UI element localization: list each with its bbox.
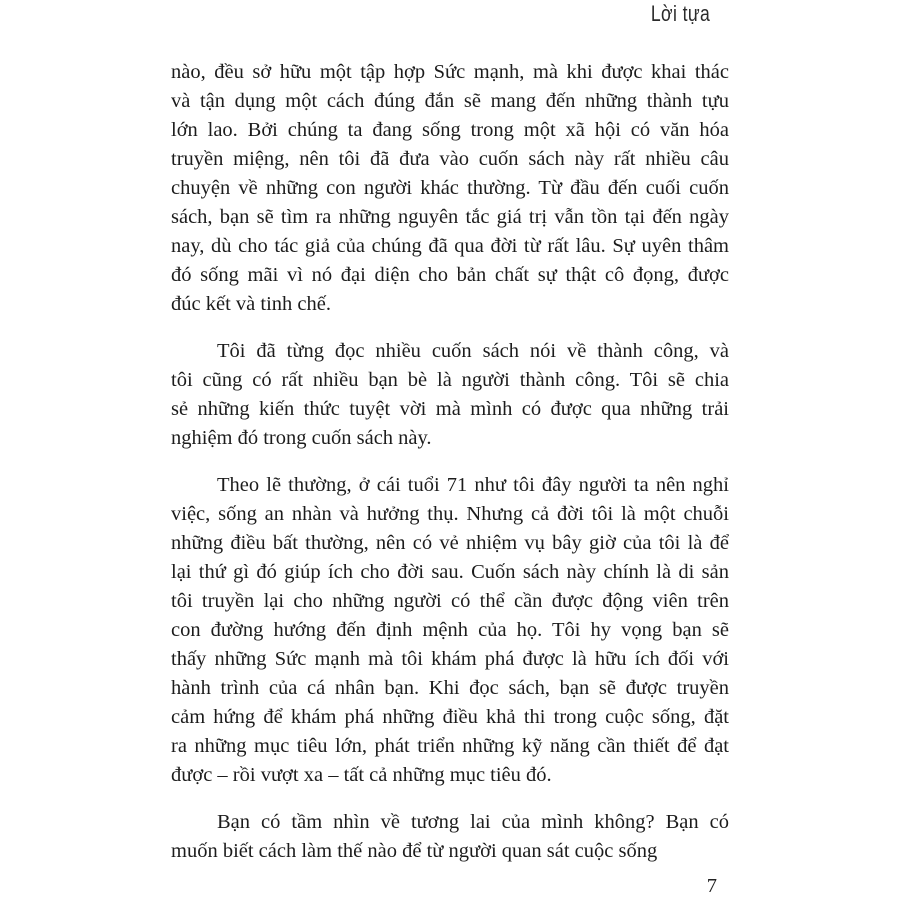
text-line: những điều bất thường, nên có vẻ nhiệm vụ bây giờ của tôi là để bbox=[171, 532, 729, 554]
text-line: con đường hướng đến định mệnh của họ. Tôi hy vọng bạn sẽ bbox=[171, 619, 729, 641]
text-line: truyền miệng, nên tôi đã đưa vào cuốn sách này rất nhiều câu bbox=[171, 148, 729, 170]
text-line: muốn biết cách làm thế nào để từ người quan sát cuộc sống bbox=[171, 840, 658, 862]
text-line: tôi truyền lại cho những người có thể cần được động viên trên bbox=[171, 590, 729, 612]
text-line: chuyện về những con người khác thường. Từ đầu đến cuối cuốn bbox=[171, 177, 729, 199]
text-line: cảm hứng để khám phá những điều khả thi trong cuộc sống, đặt bbox=[171, 706, 729, 728]
text-line: đó sống mãi vì nó đại diện cho bản chất sự thật cô đọng, được bbox=[171, 264, 729, 286]
running-header: Lời tựa bbox=[650, 1, 710, 26]
paragraph-2 bbox=[171, 337, 729, 453]
text-line: nay, dù cho tác giả của chúng đã qua đời từ rất lâu. Sự uyên thâm bbox=[171, 235, 729, 257]
paragraph-1 bbox=[171, 58, 729, 319]
text-line: được – rồi vượt xa – tất cả những mục tiêu đó. bbox=[171, 764, 552, 786]
page-number: 7 bbox=[706, 875, 717, 897]
paragraph-3 bbox=[171, 471, 729, 790]
text-line: lớn lao. Bởi chúng ta đang sống trong một xã hội có văn hóa bbox=[171, 119, 729, 141]
text-line: và tận dụng một cách đúng đắn sẽ mang đến những thành tựu bbox=[171, 90, 729, 112]
text-line: nào, đều sở hữu một tập hợp Sức mạnh, mà khi được khai thác bbox=[171, 61, 729, 83]
text-line: nghiệm đó trong cuốn sách này. bbox=[171, 427, 432, 449]
text-line: Bạn có tầm nhìn về tương lai của mình không? Bạn có bbox=[217, 811, 729, 833]
text-line: tôi cũng có rất nhiều bạn bè là người thành công. Tôi sẽ chia bbox=[171, 369, 729, 391]
text-line: sẻ những kiến thức tuyệt vời mà mình có được qua những trải bbox=[171, 398, 729, 420]
text-line: việc, sống an nhàn và hưởng thụ. Nhưng cả đời tôi là một chuỗi bbox=[171, 503, 729, 525]
text-line: Tôi đã từng đọc nhiều cuốn sách nói về thành công, và bbox=[217, 340, 729, 362]
text-line: Theo lẽ thường, ở cái tuổi 71 như tôi đây người ta nên nghỉ bbox=[217, 474, 729, 496]
paragraph-4 bbox=[171, 808, 729, 866]
text-line: sách, bạn sẽ tìm ra những nguyên tắc giá trị vẫn tồn tại đến ngày bbox=[171, 206, 729, 228]
text-line: lại thứ gì đó giúp ích cho đời sau. Cuốn sách này chính là di sản bbox=[171, 561, 729, 583]
text-line: thấy những Sức mạnh mà tôi khám phá được là hữu ích đối với bbox=[171, 648, 729, 670]
text-line: đúc kết và tinh chế. bbox=[171, 293, 331, 315]
text-line: hành trình của cá nhân bạn. Khi đọc sách, bạn sẽ được truyền bbox=[171, 677, 729, 699]
text-line: ra những mục tiêu lớn, phát triển những kỹ năng cần thiết để đạt bbox=[171, 735, 729, 757]
body-text bbox=[171, 58, 729, 866]
